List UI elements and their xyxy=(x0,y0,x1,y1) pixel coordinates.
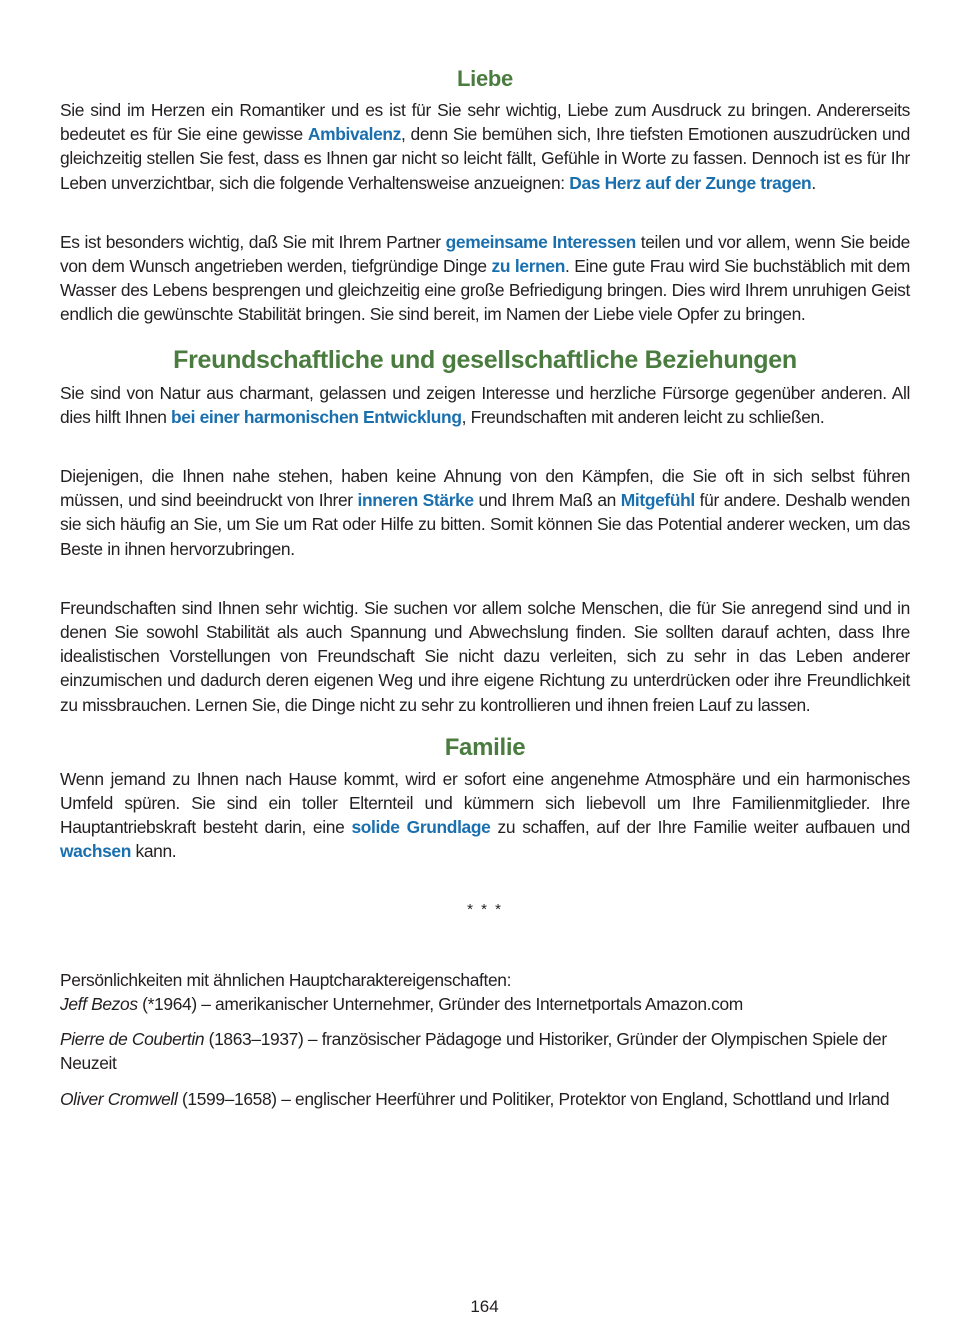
text: Es ist besonders wichtig, daß Sie mit Ihrem Partner xyxy=(60,231,446,252)
highlight-wachsen: wachsen xyxy=(60,841,132,862)
personality-desc: (*1964) – amerikanischer Unternehmer, Gründer des Internetportals Amazon.com xyxy=(137,994,743,1015)
personality-item xyxy=(60,1087,910,1111)
paragraph-familie-1 xyxy=(60,767,910,864)
text: . xyxy=(811,172,816,193)
text: kann. xyxy=(131,841,177,862)
paragraph-freundschaft-3: Freundschaften sind Ihnen sehr wichtig. Sie suchen vor allem solche Menschen, die für Sie anregend sind und in denen Sie sowohl Stabilität als auch Spannung und Abwechslung finden. Sie sollten darauf achten, dass Ihre idealistischen Vorstellungen von Freundschaft Sie nicht dazu verleiten, sich zu sehr in das Leben anderer einzumischen und dadurch deren eigenen Weg und ihre eigene Richtung zu unterdrücken oder ihre Freundlichkeit zu missbrauchen. Lernen Sie, die Dinge nicht zu sehr zu kontrollieren und ihnen freien Lauf zu lassen. xyxy=(60,597,910,715)
personality-desc: (1599–1658) – englischer Heerführer und Politiker, Protektor von England, Schottland und Irland xyxy=(177,1088,890,1109)
highlight-zu-lernen: zu lernen xyxy=(491,256,566,277)
heading-liebe: Liebe xyxy=(457,66,513,91)
personality-name: Pierre de Coubertin xyxy=(60,1029,205,1050)
section-separator: * * * xyxy=(467,900,503,918)
personality-desc: (1863–1937) – französischer Pädagoge und Historiker, Gründer der Olympischen Spiele der Neuzeit xyxy=(60,1029,887,1074)
personality-item xyxy=(60,1027,910,1075)
highlight-ambivalenz: Ambivalenz xyxy=(307,124,402,145)
personality-name: Oliver Cromwell xyxy=(60,1088,178,1109)
personality-item xyxy=(60,992,910,1016)
text: , denn Sie bemühen sich, Ihre tiefsten Emotionen auszudrücken und gleichzeitig stellen Sie fest, dass es Ihnen gar nicht so leicht fällt, Gefühle in Worte zu fassen. Dennoch ist es für Ihr Leben unverzichtbar, sich die folgende Verhaltensweise anzueignen: xyxy=(60,124,911,193)
highlight-gemeinsame-interessen: gemeinsame Interessen xyxy=(445,231,636,252)
highlight-mitgefuehl: Mitgefühl xyxy=(620,490,695,511)
heading-familie: Familie xyxy=(444,733,526,761)
highlight-herz-auf-zunge: Das Herz auf der Zunge tragen xyxy=(569,172,812,193)
personality-name: Jeff Bezos xyxy=(60,994,138,1015)
highlight-harmonische-entwicklung: bei einer harmonischen Entwicklung xyxy=(171,406,462,427)
text: Sie sind von Natur aus charmant, gelassen und zeigen Interesse und herzliche Fürsorge gegenüber anderen. All dies hilft Ihnen xyxy=(60,382,910,427)
page-number: 164 xyxy=(470,1297,499,1316)
book-page xyxy=(60,64,910,1111)
paragraph-freundschaft-1 xyxy=(60,381,910,429)
heading-freundschaft: Freundschaftliche und gesellschaftliche Beziehungen xyxy=(173,345,797,374)
text: . Eine gute Frau wird Sie buchstäblich mit dem Wasser des Lebens besprengen und gleichzeitig eine große Befriedigung bringen. Dies wird Ihrem unruhigen Geist endlich die gewünschte Stabilität bringen. Sie sind bereit, im Namen der Liebe viele Opfer zu bringen. xyxy=(60,256,910,325)
personalities-title: Persönlichkeiten mit ähnlichen Hauptcharaktereigenschaften: xyxy=(60,969,512,990)
text: und Ihrem Maß an xyxy=(473,490,621,511)
paragraph-liebe-1 xyxy=(60,98,910,195)
paragraph-freundschaft-2 xyxy=(60,464,910,561)
text: Wenn jemand zu Ihnen nach Hause kommt, wird er sofort eine angenehme Atmosphäre und ein harmonisches Umfeld spüren. Sie sind ein toller Elternteil und kümmern sich liebevoll um Ihre Familienmitglieder. Ihre Hauptantriebskraft besteht darin, eine xyxy=(60,768,910,838)
text: zu schaffen, auf der Ihre Familie weiter aufbauen und xyxy=(490,817,910,838)
text: teilen und vor allem, wenn Sie beide von dem Wunsch angetrieben werden, tiefgründige Dinge xyxy=(60,231,910,277)
text: für andere. Deshalb wenden sie sich häufig an Sie, um Sie um Rat oder Hilfe zu bitten. Somit können Sie das Potential anderer wecken, um das Beste in ihnen hervorzubringen. xyxy=(60,490,910,559)
highlight-innere-staerke: inneren Stärke xyxy=(357,490,474,511)
text: Sie sind im Herzen ein Romantiker und es ist für Sie sehr wichtig, Liebe zum Ausdruck zu bringen. Andererseits bedeutet es für Sie eine gewisse xyxy=(60,100,910,145)
text: Diejenigen, die Ihnen nahe stehen, haben keine Ahnung von den Kämpfen, die Sie oft in sich selbst führen müssen, und sind beeindruckt von Ihrer xyxy=(60,466,910,511)
text: , Freundschaften mit anderen leicht zu schließen. xyxy=(461,406,825,427)
paragraph-liebe-2 xyxy=(60,230,910,327)
highlight-solide-grundlage: solide Grundlage xyxy=(351,817,491,838)
